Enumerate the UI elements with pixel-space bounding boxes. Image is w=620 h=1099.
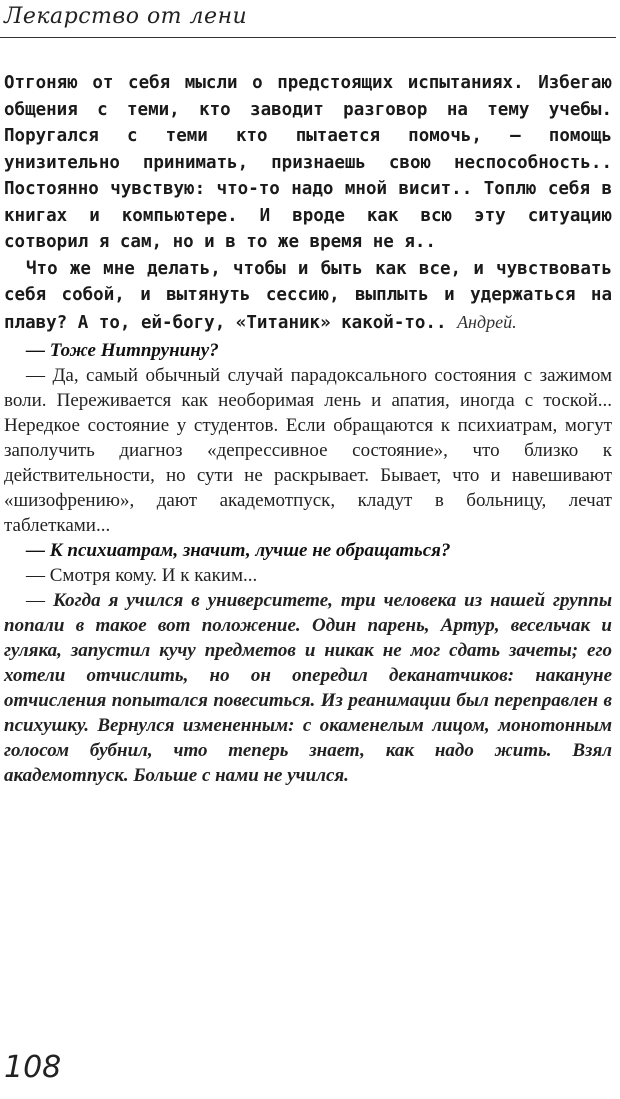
letter-paragraph-1 (4, 70, 612, 256)
body-text (4, 70, 612, 788)
letter-signature: Андрей. (457, 311, 517, 332)
answer-2: — Смотря кому. И к каким... (26, 565, 258, 586)
question-1: — Тоже Нитпрунину? (26, 340, 219, 361)
question-3-text: Когда я учился в университете, три человека из нашей группы попали в такое вот положение. Один парень, Артур, весельчак и гуляка, запустил кучу предметов и никак не мог сдать зачеты; его хотели отчислить, но он опередил деканатчиков: накануне отчисления попытался повеситься. Из реанимации был переправлен в психушку. Вернулся измененным: с окаменелым лицом, монотонным голосом бубнил, что теперь знает, как надо жить. Взял академотпуск. Больше с нами не учился. (4, 590, 613, 786)
question-2: — К психиатрам, значит, лучше не обращаться? (26, 540, 451, 561)
answer-1: — Да, самый обычный случай парадоксального состояния с зажимом воли. Переживается как необоримая лень и апатия, иногда с тоской... Нередкое состояние у студентов. Если обращаются к психиатрам, могут заполучить диагноз «депрессивное состояние», что близко к действительности, но сути не раскрывает. Бывает, что и навешивают «шизофрению», дают академотпуск, кладут в больницу, лечат таблетками... (4, 365, 612, 536)
letter-paragraph-2 (4, 256, 612, 337)
letter-paragraph-1-text: Отгоняю от себя мысли о предстоящих испытаниях. Избегаю общения с теми, кто заводит разговор на тему учебы. Поругался с теми кто пытается помочь, — помощь унизительно принимать, признаешь свою неспособность.. Постоянно чувствую: что-то надо мной висит.. Топлю себя в книгах и компьютере. И вроде как всю эту ситуацию сотворил я сам, но и в то же время не я.. (4, 73, 612, 252)
question-3 (4, 588, 612, 788)
question-3-dash: — (26, 590, 53, 611)
letter-paragraph-2-text: Что же мне делать, чтобы и быть как все, и чувствовать себя собой, и вытянуть сессию, выплыть и удержаться на плаву? А то, ей-богу, «Титаник» какой-то.. (4, 258, 612, 333)
running-header: Лекарство от лени (4, 4, 248, 29)
header-rule (0, 37, 616, 38)
page-number: 108 (4, 1050, 62, 1085)
